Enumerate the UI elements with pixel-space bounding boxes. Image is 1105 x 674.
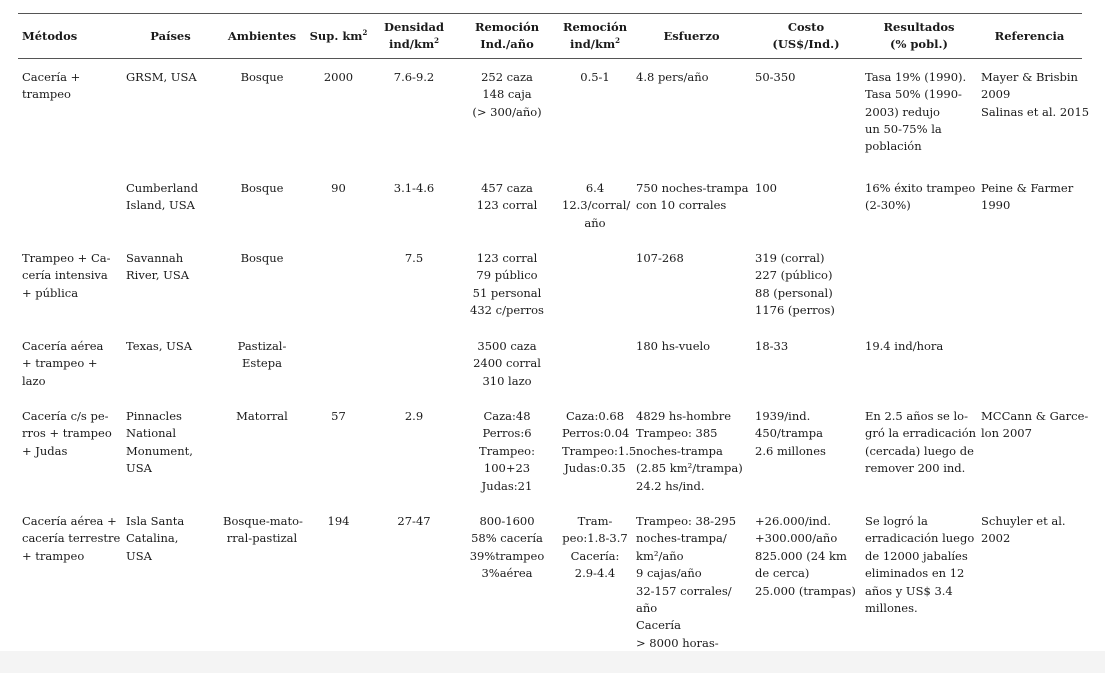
table-row — [18, 509, 1082, 674]
cell-line: 2400 corral — [473, 356, 541, 371]
cell-line: 7.5 — [404, 251, 424, 266]
cell-line: (2-30%) — [865, 198, 911, 213]
cell-line: km²/año — [636, 548, 684, 563]
cell-line: 2009 — [981, 87, 1011, 102]
cell-line: 27-47 — [397, 513, 431, 528]
cell-line: 148 caja — [482, 87, 532, 102]
cell-referencia — [977, 170, 1082, 246]
cell-referencia — [977, 509, 1082, 674]
cell-line: 310 lazo — [482, 373, 532, 388]
cell-line: Island, USA — [126, 198, 195, 213]
cell-remocion-ind — [456, 404, 558, 509]
cell-esfuerzo — [632, 334, 751, 404]
cell-line: 88 (personal) — [755, 285, 833, 300]
cell-resultados — [861, 246, 977, 334]
cell-line: 16% éxito trampeo — [865, 180, 976, 195]
cell-line: Texas, USA — [126, 338, 193, 353]
cell-line: 12.3/corral/ — [562, 198, 631, 213]
cell-paises — [122, 334, 219, 404]
cell-line: 194 — [327, 513, 350, 528]
cell-line: Cacería: — [570, 548, 620, 563]
cell-densidad — [372, 404, 456, 509]
cell-sup — [305, 58, 372, 170]
cell-line: Matorral — [236, 408, 288, 423]
cell-line: Tasa 19% (1990). — [865, 69, 967, 84]
cell-line: Bosque — [240, 251, 284, 266]
cell-ambientes — [219, 334, 305, 404]
cell-paises — [122, 509, 219, 674]
cell-line: remover 200 ind. — [865, 461, 966, 476]
cell-line: Perros:6 — [482, 426, 532, 441]
cell-costo — [751, 404, 861, 509]
cell-line: + trampeo — [22, 548, 85, 563]
cell-costo — [751, 170, 861, 246]
cell-line: 4.8 pers/año — [636, 69, 709, 84]
cell-line: año — [636, 600, 658, 615]
cell-densidad — [372, 334, 456, 404]
cell-line: 3%aérea — [481, 566, 533, 581]
cell-line: cacería terrestre — [22, 531, 121, 546]
cell-remocion-ind — [456, 246, 558, 334]
cell-densidad — [372, 170, 456, 246]
cell-line: 100+23 — [483, 461, 531, 476]
cell-line: Pinnacles — [126, 408, 182, 423]
cell-line: erradicación luego — [865, 531, 975, 546]
cell-line: 2002 — [981, 531, 1011, 546]
cell-line: 2.6 millones — [755, 443, 826, 458]
cell-metodos — [18, 404, 122, 509]
cell-line: 90 — [331, 180, 346, 195]
cell-line: Schuyler et al. — [981, 513, 1066, 528]
cell-line: 432 c/perros — [470, 303, 544, 318]
cell-resultados — [861, 404, 977, 509]
cell-resultados — [861, 334, 977, 404]
cell-line: River, USA — [126, 268, 190, 283]
cell-line: noches-trampa — [636, 443, 723, 458]
cell-ambientes — [219, 404, 305, 509]
cell-line: Bosque — [240, 69, 284, 84]
cell-line: Cumberland — [126, 180, 199, 195]
cell-line: lon 2007 — [981, 426, 1032, 441]
cell-costo — [751, 246, 861, 334]
cell-line: 25.000 (trampas) — [755, 583, 856, 598]
cell-costo — [751, 509, 861, 674]
cell-line: 9 cajas/año — [636, 566, 702, 581]
cell-line: 58% cacería — [471, 531, 543, 546]
header-densidad: Densidad ind/$km^2$ — [383, 20, 445, 52]
cell-line: 1176 (perros) — [755, 303, 835, 318]
cell-line: +26.000/ind. — [755, 513, 831, 528]
cell-line: Estepa — [242, 356, 282, 371]
cell-sup — [305, 509, 372, 674]
cell-sup — [305, 170, 372, 246]
cell-line: MCCann & Garce- — [981, 408, 1089, 423]
cell-line: con 10 corrales — [636, 198, 727, 213]
cell-line: 750 noches-trampa — [636, 180, 749, 195]
cell-line: 123 corral — [476, 251, 538, 266]
cell-line: + pública — [22, 285, 79, 300]
cell-line: Mayer & Brisbin — [981, 69, 1078, 84]
cell-line: Perros:0.04 — [562, 426, 630, 441]
cell-ambientes — [219, 509, 305, 674]
cell-line: Tasa 50% (1990- — [865, 87, 962, 102]
cell-remocion-km — [558, 170, 632, 246]
cell-line: 450/trampa — [755, 426, 823, 441]
cell-remocion-ind — [456, 334, 558, 404]
cell-line: 50-350 — [755, 69, 796, 84]
cell-line: Cacería c/s pe- — [22, 408, 109, 423]
cell-line: 0.5-1 — [580, 69, 610, 84]
cell-line: 2.9 — [404, 408, 424, 423]
cell-line: 7.6-9.2 — [393, 69, 435, 84]
cell-line: Tram- — [577, 513, 613, 528]
cell-line: 32-157 corrales/ — [636, 583, 732, 598]
cell-line: Isla Santa — [126, 513, 185, 528]
cell-ambientes — [219, 170, 305, 246]
cell-line: USA — [126, 461, 152, 476]
cell-line: Cacería aérea — [22, 338, 104, 353]
cell-line: peo:1.8-3.7 — [562, 531, 628, 546]
cell-sup — [305, 404, 372, 509]
cell-paises — [122, 246, 219, 334]
cell-line: de cerca) — [755, 566, 810, 581]
cell-line: 1990 — [981, 198, 1011, 213]
cell-line: Se logró la — [865, 513, 928, 528]
cell-metodos — [18, 334, 122, 404]
cell-line: 19.4 ind/hora — [865, 338, 944, 353]
cell-line: 18-33 — [755, 338, 789, 353]
cell-line: 123 corral — [476, 198, 538, 213]
cell-line: población — [865, 139, 922, 154]
cell-line: 227 (público) — [755, 268, 833, 283]
cell-remocion-km — [558, 509, 632, 674]
cell-resultados — [861, 58, 977, 170]
cell-line: trampeo — [22, 87, 71, 102]
cell-line: +300.000/año — [755, 531, 838, 546]
cell-remocion-km — [558, 334, 632, 404]
header-ambientes: Ambientes — [227, 28, 297, 43]
cell-metodos — [18, 509, 122, 674]
cell-line: 252 caza — [481, 69, 533, 84]
cell-line: + trampeo + — [22, 356, 98, 371]
cell-remocion-ind — [456, 509, 558, 674]
cell-densidad — [372, 509, 456, 674]
cell-line: Caza:0.68 — [565, 408, 625, 423]
cell-densidad — [372, 58, 456, 170]
cell-line: Trampeo: — [479, 443, 535, 458]
cell-line: (cercada) luego de — [865, 443, 974, 458]
cell-line: lazo — [22, 373, 46, 388]
cell-line: > 8000 horas- — [636, 635, 719, 650]
table-row — [18, 170, 1082, 246]
header-esfuerzo: Esfuerzo — [663, 28, 720, 43]
cell-line: 2003) redujo — [865, 104, 940, 119]
cell-metodos — [18, 246, 122, 334]
cell-line: Trampeo:1.5 — [562, 443, 637, 458]
cell-line: National — [126, 426, 177, 441]
cell-line: Bosque-mato- — [223, 513, 303, 528]
cell-line: 39%trampeo — [469, 548, 545, 563]
header-referencia: Referencia — [994, 28, 1065, 43]
cell-resultados — [861, 509, 977, 674]
table-row — [18, 404, 1082, 509]
cell-line: cería intensiva — [22, 268, 108, 283]
cell-referencia — [977, 246, 1082, 334]
cell-esfuerzo — [632, 404, 751, 509]
cell-metodos — [18, 170, 122, 246]
cell-line: 3500 caza — [477, 338, 537, 353]
cell-line: 51 personal — [472, 285, 542, 300]
cell-line: rros + trampeo — [22, 426, 112, 441]
cell-esfuerzo — [632, 509, 751, 674]
cell-line: (2.85 km²/trampa) — [636, 461, 743, 476]
cell-ambientes — [219, 58, 305, 170]
cell-ambientes — [219, 246, 305, 334]
cell-line: gró la erradicación — [865, 426, 977, 441]
cell-line: Peine & Farmer — [981, 180, 1074, 195]
header-row — [18, 14, 1082, 59]
cell-line: 457 caza — [481, 180, 533, 195]
cell-line: Cacería — [636, 618, 681, 633]
cell-line: eliminados en 12 — [865, 566, 965, 581]
cell-line: Bosque — [240, 180, 284, 195]
cell-line: 3.1-4.6 — [393, 180, 435, 195]
eradication-methods-table — [18, 13, 1090, 674]
header-sup: Sup. $km^2$ — [309, 27, 368, 43]
cell-line: Judas:0.35 — [564, 461, 626, 476]
cell-line: Trampeo + Ca- — [22, 251, 111, 266]
cell-line: Judas:21 — [481, 478, 533, 493]
cell-line: 4829 hs-hombre — [636, 408, 732, 423]
cell-metodos — [18, 58, 122, 170]
cell-costo — [751, 58, 861, 170]
cell-line: Cacería aérea + — [22, 513, 117, 528]
cell-line: 800-1600 — [479, 513, 535, 528]
cell-referencia — [977, 334, 1082, 404]
header-costo: Costo (US$/Ind.) — [772, 20, 840, 52]
table-row — [18, 246, 1082, 334]
cell-line: Pastizal- — [237, 338, 287, 353]
table-row — [18, 58, 1082, 170]
cell-remocion-ind — [456, 58, 558, 170]
cell-line: 825.000 (24 km — [755, 548, 847, 563]
cell-referencia — [977, 404, 1089, 509]
cell-line: Salinas et al. 2015 — [981, 104, 1090, 119]
header-remocion-ind: Remoción Ind./año — [474, 20, 540, 52]
bottom-band — [0, 651, 1105, 673]
header-metodos: Métodos — [22, 28, 78, 43]
cell-line: Caza:48 — [483, 408, 531, 423]
cell-esfuerzo — [632, 170, 751, 246]
cell-line: de 12000 jabalíes — [865, 548, 968, 563]
cell-line: noches-trampa/ — [636, 531, 727, 546]
cell-sup — [305, 334, 372, 404]
cell-line: Catalina, — [126, 531, 179, 546]
cell-line: (> 300/año) — [472, 104, 542, 119]
cell-resultados — [861, 170, 977, 246]
cell-line: Savannah — [126, 251, 184, 266]
cell-line: Monument, — [126, 443, 193, 458]
cell-line: años y US$ 3.4 — [865, 583, 953, 598]
cell-line: 319 (corral) — [755, 251, 825, 266]
cell-paises — [122, 58, 219, 170]
cell-esfuerzo — [632, 246, 751, 334]
cell-line: rral-pastizal — [226, 531, 298, 546]
cell-remocion-km — [558, 404, 637, 509]
cell-line: 57 — [331, 408, 346, 423]
cell-paises — [122, 404, 219, 509]
cell-line: 180 hs-vuelo — [636, 338, 711, 353]
cell-line: + Judas — [22, 443, 68, 458]
cell-line: 2000 — [323, 69, 354, 84]
cell-line: un 50-75% la — [865, 122, 942, 137]
cell-line: 24.2 hs/ind. — [636, 478, 705, 493]
cell-remocion-ind — [456, 170, 558, 246]
cell-costo — [751, 334, 861, 404]
cell-line: Trampeo: 385 — [636, 426, 718, 441]
cell-line: 2.9-4.4 — [574, 566, 616, 581]
cell-sup — [305, 246, 372, 334]
cell-line: GRSM, USA — [126, 69, 197, 84]
cell-line: USA — [126, 548, 152, 563]
header-paises: Países — [150, 28, 191, 43]
cell-line: 1939/ind. — [755, 408, 811, 423]
cell-densidad — [372, 246, 456, 334]
cell-referencia — [977, 58, 1090, 170]
cell-remocion-km — [558, 58, 632, 170]
cell-line: año — [584, 215, 606, 230]
cell-line: En 2.5 años se lo- — [865, 408, 968, 423]
cell-line: Trampeo: 38-295 — [636, 513, 737, 528]
sup-exponent: 2 — [362, 27, 368, 37]
cell-esfuerzo — [632, 58, 751, 170]
cell-line: 6.4 — [585, 180, 605, 195]
cell-line: Cacería + — [22, 69, 81, 84]
cell-line: 79 público — [476, 268, 538, 283]
cell-line: millones. — [865, 600, 918, 615]
cell-remocion-km — [558, 246, 632, 334]
table-row — [18, 334, 1082, 404]
cell-paises — [122, 170, 219, 246]
header-remocion-km: Remoción ind/$km^2$ — [562, 20, 628, 52]
header-resultados: Resultados (% pobl.) — [883, 20, 955, 52]
cell-line: 107-268 — [636, 251, 684, 266]
cell-line: 100 — [755, 180, 777, 195]
